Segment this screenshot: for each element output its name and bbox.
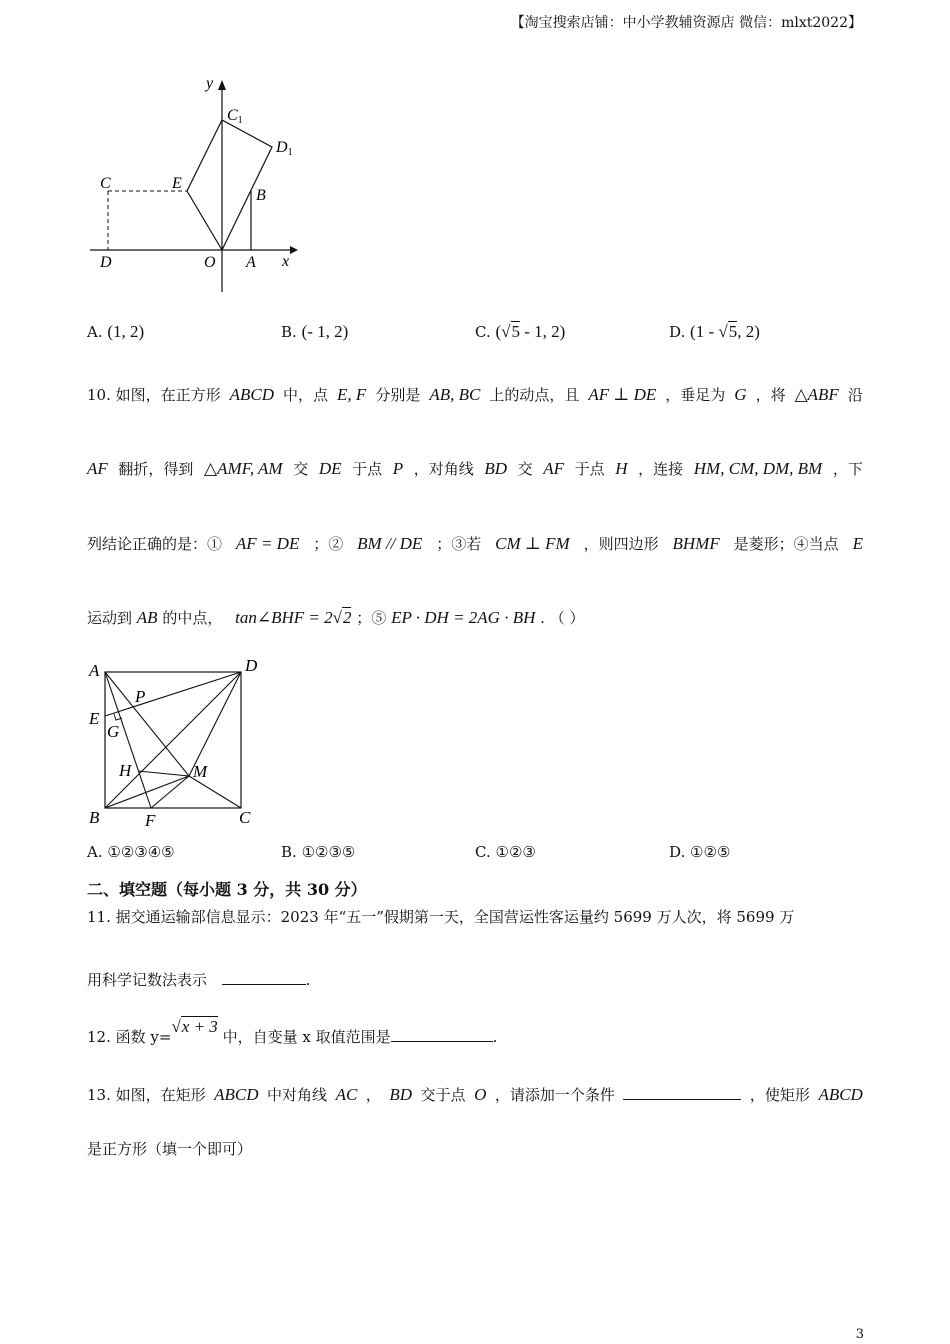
text-segment: 于点 — [352, 460, 383, 478]
text-segment: ，下 — [832, 460, 863, 478]
text-segment: 是菱形；④当点 — [733, 535, 839, 553]
square-figure — [85, 652, 275, 832]
page-header: 【淘宝搜索店铺：中小学教辅资源店 微信：mlxt2022】 — [510, 15, 862, 31]
label-c1: C1 — [227, 107, 243, 126]
q10-line-4: 运动到 AB 的中点， tan∠BHF = 2√2 ；⑤ EP · DH = 2AG · BH . （ ） — [87, 608, 585, 627]
q9-option-c[interactable]: C. (√5 - 1, 2) — [475, 322, 566, 341]
q13-line-1 — [87, 1084, 863, 1105]
math-expression: AC — [335, 1085, 358, 1104]
label-y: y — [206, 75, 214, 92]
label-d1: D1 — [276, 139, 293, 158]
text-segment: ，使矩形 — [749, 1086, 810, 1104]
label-a: A — [89, 661, 100, 680]
text-segment: 列结论正确的是：① — [87, 535, 223, 553]
text-segment: 于点 — [574, 460, 605, 478]
label-e: E — [172, 175, 182, 192]
math-expression: AB, BC — [429, 385, 481, 404]
math-expression: HM, CM, DM, BM — [693, 459, 823, 478]
q10-option-c[interactable]: C. ①②③ — [475, 843, 536, 861]
math-expression: BD — [389, 1085, 413, 1104]
math-expression: AF = DE — [235, 534, 300, 553]
y-axis-arrow — [218, 80, 226, 90]
text-segment: ，则四边形 — [583, 535, 659, 553]
math-expression: △ABF — [794, 385, 839, 404]
label-b: B — [89, 808, 100, 827]
q10-line-1 — [87, 384, 863, 405]
label-c: C — [239, 808, 251, 827]
text-segment: 交于点 — [420, 1086, 466, 1104]
text-segment: ；② — [313, 535, 344, 553]
label-g: G — [107, 722, 120, 741]
q10-option-a[interactable]: A. ①②③④⑤ — [87, 843, 175, 861]
q11-line-2: 用科学记数法表示 . — [87, 971, 311, 989]
q11-line-1: 11. 据交通运输部信息显示：2023 年“五一”假期第一天，全国营运性客运量约 5699 万人次，将 5699 万 — [87, 908, 795, 926]
q13-line-2: 是正方形（填一个即可） — [87, 1140, 253, 1158]
q10-line-2 — [87, 458, 863, 479]
segment-dm — [189, 672, 241, 776]
q9-option-a[interactable]: A. (1, 2) — [87, 322, 145, 341]
text-segment: 上的动点，且 — [489, 386, 580, 404]
segment-de — [105, 672, 241, 716]
q9-option-b[interactable]: B. (- 1, 2) — [281, 322, 349, 341]
segment-bm — [105, 776, 189, 808]
q10-line-3 — [87, 533, 863, 554]
text-segment: ；③若 — [436, 535, 482, 553]
text-segment: ，对角线 — [413, 460, 474, 478]
page-number: 3 — [855, 1327, 864, 1342]
q12-line: 12. 函数 y=√x + 3 中，自变量 x 取值范围是 . — [87, 1017, 498, 1046]
label-a: A — [246, 254, 256, 271]
math-expression: E — [852, 534, 863, 553]
label-o: O — [204, 254, 216, 271]
math-expression: AF — [543, 459, 565, 478]
label-f: F — [145, 811, 156, 830]
text-segment: ，垂足为 — [665, 386, 726, 404]
math-expression: BD — [484, 459, 508, 478]
math-expression: P — [392, 459, 404, 478]
text-segment: ，连接 — [638, 460, 684, 478]
text-segment: 中对角线 — [267, 1086, 328, 1104]
label-d: D — [100, 254, 112, 271]
q9-option-d-value: (1 - √5, 2) — [690, 322, 760, 341]
text-segment: 交 — [517, 460, 533, 478]
label-m: M — [193, 762, 208, 781]
math-expression: ABCD — [214, 1085, 259, 1104]
label-b: B — [256, 187, 266, 204]
math-expression: DE — [318, 459, 342, 478]
text-segment: ， — [365, 1086, 381, 1104]
math-expression: ABCD — [229, 385, 275, 404]
label-x: x — [282, 253, 290, 270]
q10-option-b[interactable]: B. ①②③⑤ — [281, 843, 356, 861]
label-h: H — [119, 761, 132, 780]
q13-answer-blank[interactable] — [623, 1085, 741, 1100]
math-expression: E, F — [337, 385, 367, 404]
math-expression: CM ⊥ FM — [495, 534, 570, 553]
segment-hm — [138, 771, 189, 776]
text-segment: 10. 如图，在正方形 — [87, 386, 221, 404]
math-expression: AF — [87, 459, 108, 478]
x-axis-arrow — [290, 246, 298, 254]
label-d: D — [245, 656, 258, 675]
math-expression: △AMF, AM — [204, 459, 283, 478]
q9-option-d[interactable]: D. (1 - √5, 2) — [669, 322, 760, 341]
math-expression: ABCD — [818, 1085, 863, 1104]
math-expression: G — [734, 385, 747, 404]
coordinate-figure — [80, 70, 310, 300]
label-e: E — [89, 709, 100, 728]
q10-option-d[interactable]: D. ①②⑤ — [669, 843, 731, 861]
q11-answer-blank[interactable] — [222, 970, 306, 985]
q12-answer-blank[interactable] — [391, 1027, 493, 1042]
section-title: 二、填空题（每小题 3 分，共 30 分） — [87, 880, 367, 899]
math-expression: O — [474, 1085, 487, 1104]
math-expression: AF ⊥ DE — [588, 385, 657, 404]
math-expression: BM // DE — [357, 534, 423, 553]
text-segment: ，将 — [755, 386, 786, 404]
tan-expression: tan∠BHF = 2√2 — [235, 608, 352, 627]
text-segment: ，请添加一个条件 — [494, 1086, 615, 1104]
rhombus-oec1d1 — [187, 120, 272, 250]
diagonal-bd — [105, 672, 241, 808]
q12-sqrt: √x + 3 — [171, 1017, 218, 1036]
text-segment: 沿 — [847, 386, 863, 404]
label-c: C — [100, 175, 111, 192]
math-expression: H — [615, 459, 628, 478]
text-segment: 交 — [293, 460, 309, 478]
text-segment: 中，点 — [283, 386, 329, 404]
segment-fm — [151, 776, 189, 808]
text-segment: 翻折，得到 — [118, 460, 194, 478]
label-p: P — [135, 687, 146, 706]
text-segment: 13. 如图，在矩形 — [87, 1086, 206, 1104]
math-expression: BHMF — [672, 534, 720, 553]
text-segment: 分别是 — [375, 386, 421, 404]
q9-option-c-value: (√5 - 1, 2) — [495, 322, 566, 341]
